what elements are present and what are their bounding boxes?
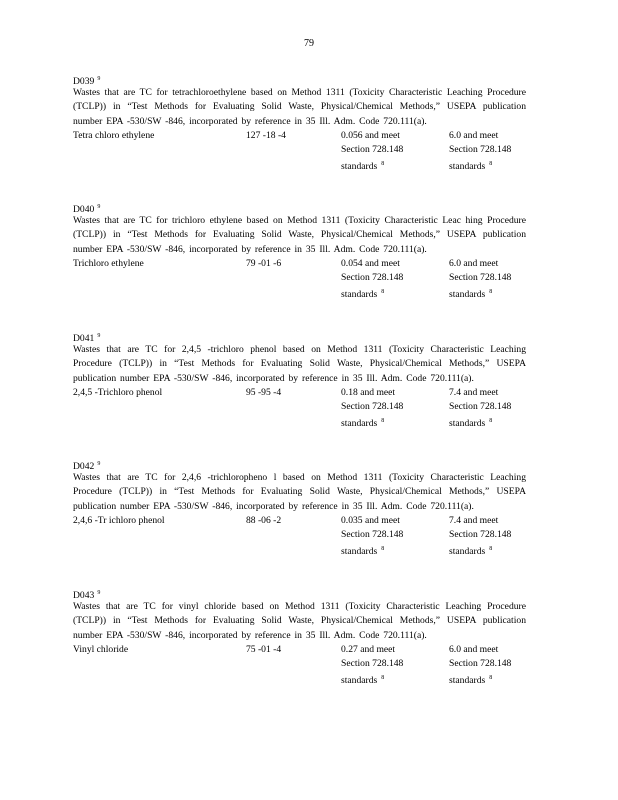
nonwastewater-value: 7.4 and meet — [449, 514, 499, 526]
nonwastewater-value: 6.0 and meet — [449, 129, 499, 141]
waste-description: Wastes that are TC for 2,4,6 -trichloropheno l based on Method 1311 (Toxicity Characteristic Leaching Procedure (TCLP)) in “Test Methods for Evaluating Solid Waste, Physical/Chemical Methods,” USEPA publication number EPA -530/SW -846, incorporated by reference in 35 Ill. Adm. Code 720.111(a). — [73, 472, 526, 512]
waste-description: Wastes that are TC for vinyl chloride based on Method 1311 (Toxicity Characteristic Leaching Procedure (TCLP)) in “Test Methods for Evaluating Solid Waste, Physical/Chemical Methods,” USEPA publication number EPA -530/SW -846, incorporated by reference in 35 Ill. Adm. Code 720.111(a). — [73, 601, 526, 641]
page-number: 79 — [304, 38, 314, 49]
wastewater-standards-label: standards $^8$ — [341, 675, 385, 687]
footnote-marker: 8 — [381, 546, 385, 553]
waste-entry — [73, 457, 526, 557]
wastewater-standards-label: standards $^8$ — [341, 546, 385, 558]
constituent-name: 2,4,6 -Tr ichloro phenol — [73, 514, 165, 526]
footnote-marker: 9 — [97, 333, 101, 339]
nonwastewater-standard — [449, 129, 549, 172]
waste-code — [73, 200, 526, 214]
wastewater-standard — [341, 643, 441, 686]
footnote-marker: 8 — [489, 546, 493, 553]
nonwastewater-standards-label: standards $^8$ — [449, 675, 493, 687]
waste-code-text: D040 — [73, 204, 95, 215]
cas-number: 75 -01 -4 — [246, 643, 282, 655]
nonwastewater-section: Section 728.148 — [449, 271, 512, 283]
waste-code-text: D041 — [73, 333, 95, 344]
nonwastewater-standard — [449, 643, 549, 686]
footnote-marker: 9 — [97, 461, 101, 467]
footnote-marker: 8 — [489, 289, 493, 296]
nonwastewater-section: Section 728.148 — [449, 528, 512, 540]
constituent-row — [73, 643, 526, 686]
cas-number: 95 -95 -4 — [246, 386, 282, 398]
waste-entry — [73, 200, 526, 300]
nonwastewater-standards-label: standards $^8$ — [449, 161, 493, 173]
waste-description: Wastes that are TC for tetrachloroethylene based on Method 1311 (Toxicity Characteristic Leaching Procedure (TCLP)) in “Test Methods for Evaluating Solid Waste, Physical/Chemical Methods,” USEPA publication number EPA -530/SW -846, incorporated by reference in 35 Ill. Adm. Code 720.111(a). — [73, 87, 526, 127]
wastewater-standards-label: standards $^8$ — [341, 289, 385, 301]
wastewater-section: Section 728.148 — [341, 657, 404, 669]
waste-code-text: D039 — [73, 76, 95, 87]
wastewater-standard — [341, 257, 441, 300]
wastewater-value: 0.056 and meet — [341, 129, 400, 141]
wastewater-section: Section 728.148 — [341, 528, 404, 540]
waste-code-text: D043 — [73, 590, 95, 601]
waste-code — [73, 72, 526, 86]
cas-number: 127 -18 -4 — [246, 129, 286, 141]
waste-code — [73, 457, 526, 471]
footnote-marker: 8 — [381, 161, 385, 168]
nonwastewater-standard — [449, 257, 549, 300]
nonwastewater-section: Section 728.148 — [449, 400, 512, 412]
waste-description: Wastes that are TC for 2,4,5 -trichloro phenol based on Method 1311 (Toxicity Characteristic Leaching Procedure (TCLP)) in “Test Methods for Evaluating Solid Waste, Physical/Chemical Methods,” USEPA publication number EPA -530/SW -846, incorporated by reference in 35 Ill. Adm. Code 720.111(a). — [73, 344, 526, 384]
wastewater-standard — [341, 514, 441, 557]
wastewater-standard — [341, 129, 441, 172]
constituent-name: 2,4,5 -Trichloro phenol — [73, 386, 163, 398]
constituent-name: Tetra chloro ethylene — [73, 129, 155, 141]
cas-number: 88 -06 -2 — [246, 514, 282, 526]
nonwastewater-value: 6.0 and meet — [449, 257, 499, 269]
wastewater-value: 0.035 and meet — [341, 514, 400, 526]
footnote-marker: 8 — [489, 675, 493, 682]
footnote-marker: 9 — [97, 590, 101, 596]
constituent-row — [73, 386, 526, 429]
nonwastewater-value: 7.4 and meet — [449, 386, 499, 398]
wastewater-value: 0.27 and meet — [341, 643, 396, 655]
wastewater-standard — [341, 386, 441, 429]
waste-entry — [73, 586, 526, 686]
nonwastewater-standards-label: standards $^8$ — [449, 546, 493, 558]
constituent-name: Vinyl chloride — [73, 643, 129, 655]
waste-code-text: D042 — [73, 461, 95, 472]
wastewater-section: Section 728.148 — [341, 143, 404, 155]
nonwastewater-value: 6.0 and meet — [449, 643, 499, 655]
wastewater-value: 0.054 and meet — [341, 257, 400, 269]
footnote-marker: 8 — [489, 161, 493, 168]
constituent-row — [73, 514, 526, 557]
wastewater-section: Section 728.148 — [341, 400, 404, 412]
constituent-row — [73, 129, 526, 172]
cas-number: 79 -01 -6 — [246, 257, 282, 269]
nonwastewater-standard — [449, 386, 549, 429]
wastewater-value: 0.18 and meet — [341, 386, 396, 398]
waste-entry — [73, 72, 526, 172]
constituent-row — [73, 257, 526, 300]
waste-code — [73, 329, 526, 343]
wastewater-standards-label: standards $^8$ — [341, 161, 385, 173]
footnote-marker: 8 — [381, 289, 385, 296]
nonwastewater-standards-label: standards $^8$ — [449, 418, 493, 430]
footnote-marker: 9 — [97, 76, 101, 82]
waste-entry — [73, 329, 526, 429]
footnote-marker: 8 — [381, 418, 385, 425]
footnote-marker: 8 — [381, 675, 385, 682]
wastewater-standards-label: standards $^8$ — [341, 418, 385, 430]
nonwastewater-section: Section 728.148 — [449, 143, 512, 155]
footnote-marker: 9 — [97, 204, 101, 210]
nonwastewater-section: Section 728.148 — [449, 657, 512, 669]
waste-code — [73, 586, 526, 600]
nonwastewater-standard — [449, 514, 549, 557]
wastewater-section: Section 728.148 — [341, 271, 404, 283]
waste-description: Wastes that are TC for trichloro ethylene based on Method 1311 (Toxicity Characteristic Leac hing Procedure (TCLP)) in “Test Methods for Evaluating Solid Waste, Physical/Chemical Methods,” USEPA publication number EPA -530/SW -846, incorporated by reference in 35 Ill. Adm. Code 720.111(a). — [73, 215, 526, 255]
footnote-marker: 8 — [489, 418, 493, 425]
constituent-name: Trichloro ethylene — [73, 257, 144, 269]
nonwastewater-standards-label: standards $^8$ — [449, 289, 493, 301]
